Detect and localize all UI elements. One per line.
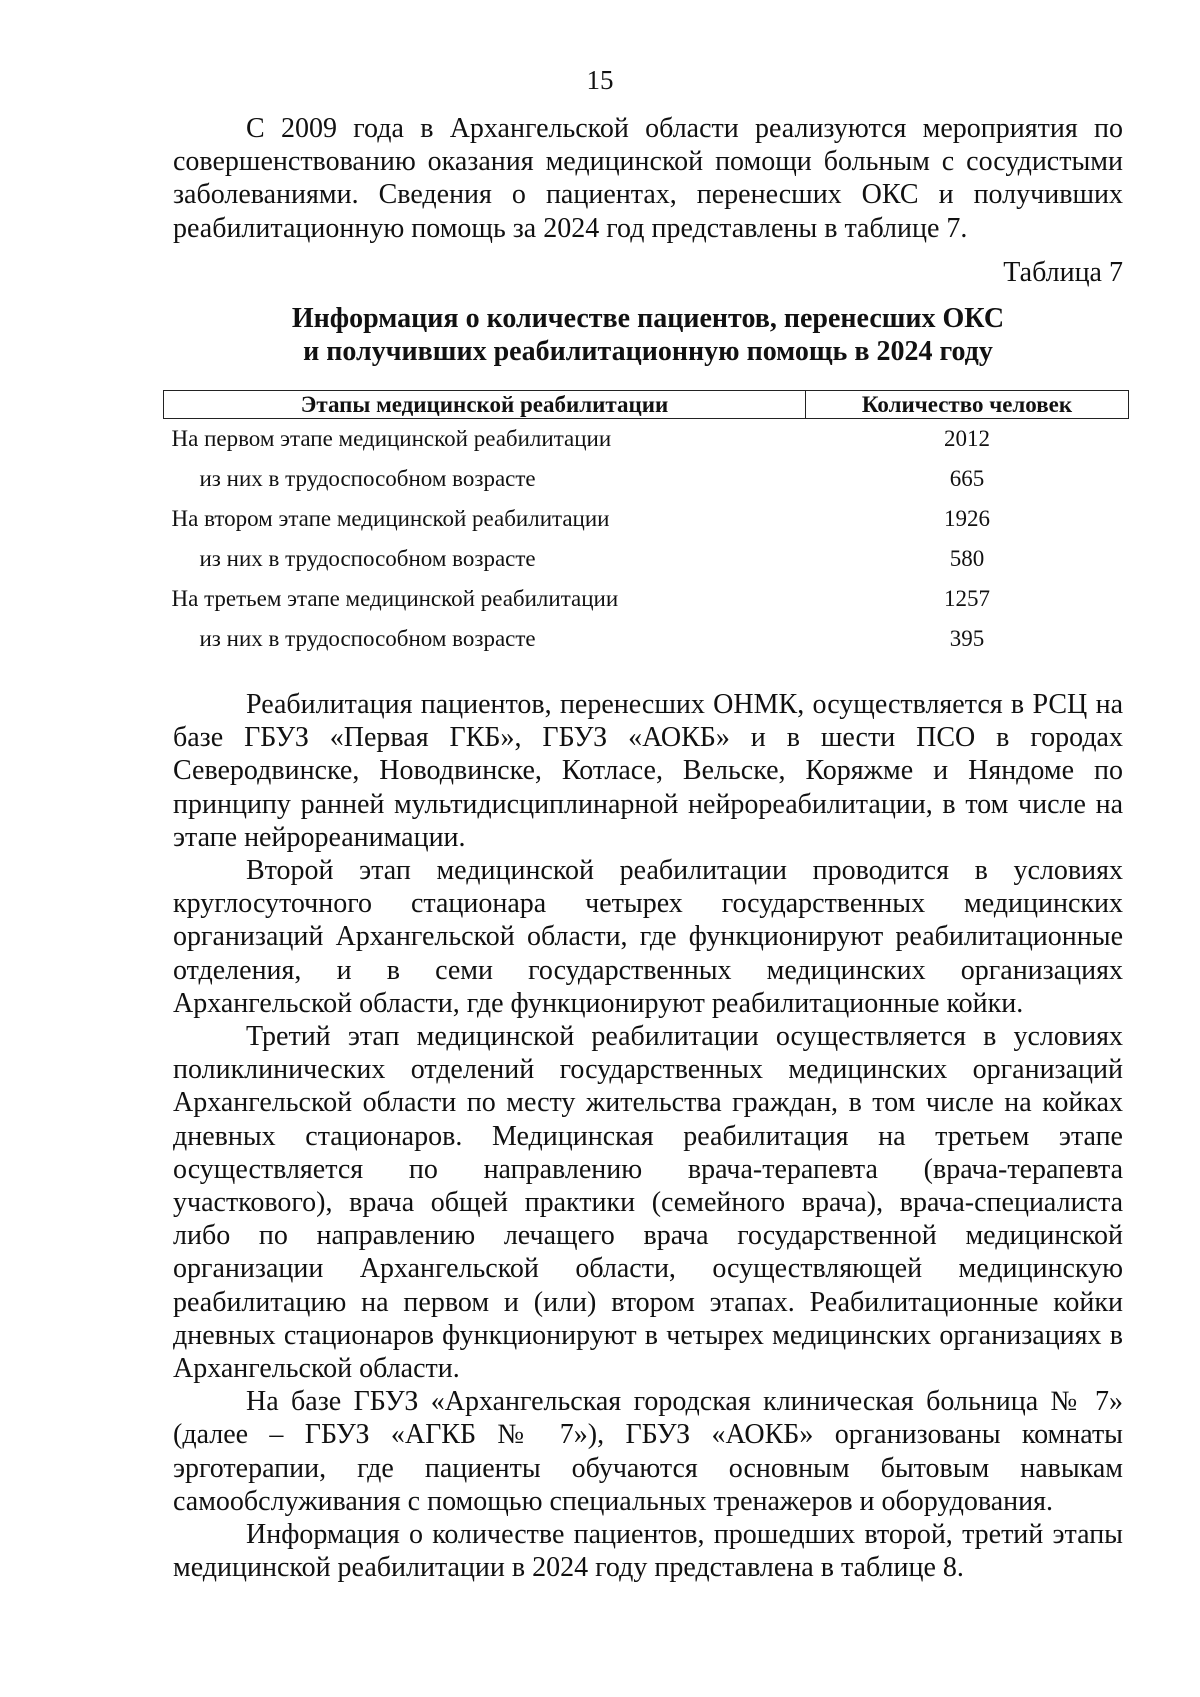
table-title-line-2: и получивших реабилитационную помощь в 2024 году [303,336,993,367]
body-paragraph: Второй этап медицинской реабилитации проводится в условиях круглосуточного стационара четырех государственных медицинских организаций Архангельской области, где функционируют реабилитационные отделения, и в семи государственных медицинских организациях Архангельской области, где функционируют реабилитационные койки. [173,855,1123,1019]
table-header-row [164,391,1129,419]
body-text [173,688,1123,1584]
intro-paragraph: С 2009 года в Архангельской области реализуются мероприятия по совершенствованию оказания медицинской помощи больным с сосудистыми заболеваниями. Сведения о пациентах, перенесших ОКС и получивших реабилитационную помощь за 2024 год представлены в таблице 7. [173,113,1123,244]
table-row [164,619,1129,659]
stage-cell: из них в трудоспособном возрасте [199,626,536,651]
body-paragraph: Реабилитация пациентов, перенесших ОНМК, осуществляется в РСЦ на базе ГБУЗ «Первая ГКБ», ГБУЗ «АОКБ» и в шести ПСО в городах Северодвинске, Новодвинске, Котласе, Вельске, Коряжме и Няндоме по принципу ранней мультидисциплинарной нейрореабилитации, в том числе на этапе нейрореанимации. [173,689,1123,853]
header-stage: Этапы медицинской реабилитации [164,391,806,419]
table-row [164,499,1129,539]
table-row [164,579,1129,619]
header-count: Количество человек [806,391,1129,419]
count-cell: 395 [949,626,985,651]
body-paragraph: На базе ГБУЗ «Архангельская городская клиническая больница № 7» (далее – ГБУЗ «АГКБ № 7»), ГБУЗ «АОКБ» организованы комнаты эрготерапии, где пациенты обучаются основным бытовым навыкам самообслуживания с помощью специальных тренажеров и оборудования. [173,1386,1123,1517]
stage-cell: На втором этапе медицинской реабилитации [171,506,610,531]
count-cell: 2012 [944,426,990,451]
table-row [164,459,1129,499]
count-cell: 665 [949,466,985,491]
table-row [164,539,1129,579]
body-paragraph: Третий этап медицинской реабилитации осуществляется в условиях поликлинических отделений государственных медицинских организаций Архангельской области по месту жительства граждан, в том числе на койках дневных стационаров. Медицинская реабилитация на третьем этапе осуществляется по направлению врача-терапевта (врача-терапевта участкового), врача общей практики (семейного врача), врача-специалиста либо по направлению лечащего врача государственной медицинской организации Архангельской области, осуществляющей медицинскую реабилитацию на первом и (или) втором этапах. Реабилитационные койки дневных стационаров функционируют в четырех медицинских организациях в Архангельской области. [173,1021,1123,1385]
count-cell: 1926 [944,506,990,531]
table-label: Таблица 7 [1003,257,1123,288]
stage-cell: из них в трудоспособном возрасте [199,466,536,491]
stage-cell: из них в трудоспособном возрасте [199,546,536,571]
table-title-line-1: Информация о количестве пациентов, перенесших ОКС [291,303,1005,334]
count-cell: 580 [949,546,985,571]
body-paragraph: Информация о количестве пациентов, прошедших второй, третий этапы медицинской реабилитации в 2024 году представлена в таблице 8. [173,1519,1123,1584]
table-title [173,302,1123,368]
table-row [164,419,1129,460]
page-number: 15 [586,65,614,95]
count-cell: 1257 [944,586,990,611]
stage-cell: На первом этапе медицинской реабилитации [171,426,612,451]
intro-section [173,112,1123,245]
rehabilitation-table [163,390,1129,659]
stage-cell: На третьем этапе медицинской реабилитации [171,586,619,611]
